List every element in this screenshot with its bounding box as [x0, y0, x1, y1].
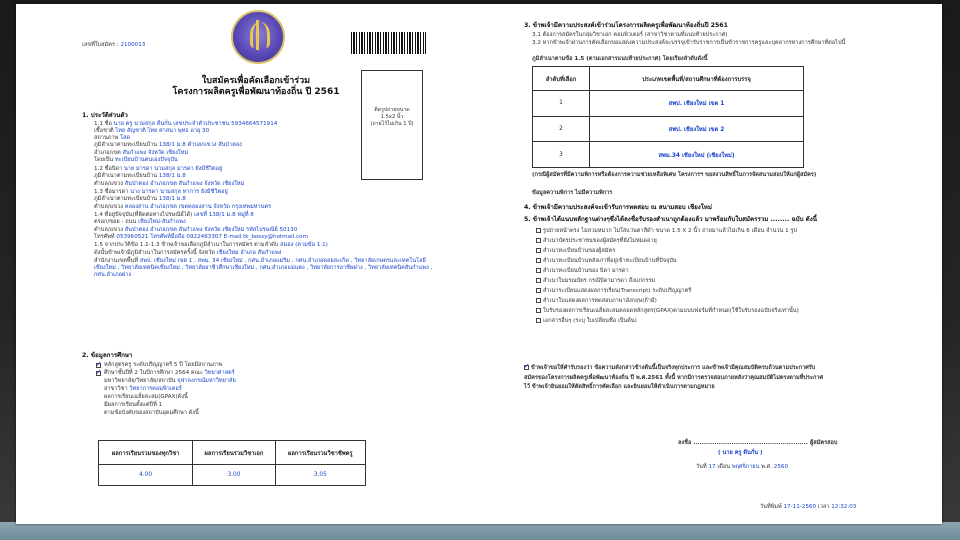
print-timestamp: วันที่พิมพ์ 17-11-2560 เวลา 12:32:03: [760, 504, 857, 510]
gpa-value-major: 3.00: [193, 465, 275, 486]
section1-line-label: โดยเป็น: [94, 157, 114, 163]
section1-line-value: 138/1 ม.8 ตำบล/แขวง สันป่าตอง: [158, 142, 242, 148]
placement-row-no: 1: [533, 91, 590, 117]
placement-row-place: สพป. เชียงใหม่ เขต 1: [590, 91, 804, 117]
sign-date: วันที่ 17 เดือน พฤศจิกายน พ.ศ. 2560: [696, 464, 789, 470]
section2-line-label: มหาวิทยาลัย/วิทยาลัย/สถาบัน: [104, 378, 176, 384]
section1-heading: 1. ประวัติส่วนตัว: [82, 112, 128, 119]
section5-heading: 5. ข้าพเจ้าได้แนบหลักฐานต่างๆซึ่งได้ลงชื่อรับรองสำเนาถูกต้องแล้ว มาพร้อมกับใบสมัครรวม ........ ฉบับ ดังนี้: [524, 216, 817, 223]
document-checklist-item: [536, 258, 866, 265]
gpa-value-teaching: 3.05: [275, 465, 365, 486]
section1-line-label: เชื้อชาติ: [94, 128, 114, 134]
document-checkbox[interactable]: [536, 228, 541, 233]
viewer-bottom-strip: [0, 522, 960, 540]
document-checkbox[interactable]: [536, 248, 541, 253]
section2-line-label: หลักสูตรครู ระดับปริญญาตรี 5 ปี โดยมีสถานภาพ: [104, 362, 223, 368]
section2-line-label: ตามข้อบังคับของสถาบันอุดมศึกษา ดังนี้: [104, 410, 199, 416]
gpa-header-all: ผลการเรียนรวมของทุกวิชา: [99, 441, 193, 465]
application-number: เลขที่ใบสมัคร : 2100013: [82, 42, 146, 48]
section1-line: [94, 173, 186, 180]
section1-line: [94, 196, 186, 203]
section1-line-label: 1.1 ชื่อ: [94, 121, 112, 127]
section1-line-label: ภูมิลำเนาตามทะเบียนบ้าน: [94, 142, 158, 148]
section2-line: [104, 394, 188, 401]
section1-line-value: สันป่าตอง อำเภอ/เขต สันกำแพง จังหวัด เชียงใหม่: [124, 181, 245, 187]
section1-line: [94, 219, 186, 226]
document-checkbox[interactable]: [536, 238, 541, 243]
section1-line-value: 138/1 ม.8: [158, 173, 186, 179]
declaration-text: ✓ข้าพเจ้าขอให้คำรับรองว่า ข้อความดังกล่าวข้างต้นนี้เป็นจริงทุกประการ และข้าพเจ้ามีคุณสมบัติครบถ้วนตามประกาศรับสมัครของโครงการผลิตครูเพื่อพัฒนาท้องถิ่น ปี พ.ศ.2561 ทั้งนี้ หากมีการตรวจสอบภายหลังว่าคุณสมบัติไม่ตรงตามที่ประกาศไว้ ข้าพเจ้ายินยอมให้ตัดสิทธิ์การคัดเลือก และยินยอมให้ดำเนินการตามกฎหมาย: [524, 364, 824, 393]
section1-line-label: อำเภอ/เขต: [94, 150, 121, 156]
document-checklist-item: [536, 248, 866, 255]
photo-text-3: (ถ่ายไว้ไม่เกิน 1 ปี): [370, 121, 414, 127]
section2-line-value: วิทยาศาสตร์: [204, 370, 235, 376]
section1-line-value: สมอง (ตามข้อ 1.1): [280, 242, 328, 248]
document-checklist-item: [536, 238, 866, 245]
section1-line-label: ภูมิลำเนาตามทะเบียนบ้าน: [94, 173, 158, 179]
section1-line-label: ตำบล/แขวง: [94, 227, 123, 233]
photo-text-2: 1.5x2 นิ้ว: [380, 114, 404, 120]
document-checklist-label: สำเนาทะเบียนบ้านของผู้สมัคร: [543, 248, 616, 254]
signature-line: ลงชื่อ ...................................................... ผู้สมัครสอบ: [678, 440, 838, 446]
section4-heading: 4. ข้าพเจ้ามีความประสงค์จะเข้ารับการทดสอบ ณ สนามสอบ เชียงใหม่: [524, 204, 712, 211]
form-title-line2: โครงการผลิตครูเพื่อพัฒนาท้องถิ่น ปี 2561: [172, 87, 340, 97]
document-checklist-item: [536, 308, 866, 315]
section1-line: [94, 250, 281, 257]
section2-line-label: สาขาวิชา: [104, 386, 128, 392]
section1-line-value: คลองสาน อำเภอ/เขต เขตคลองสาน จังหวัด กรุงเทพมหานคร: [124, 204, 272, 210]
section1-line-label: 1.5 จากประวัติข้อ 1.1-1.3 ข้าพเจ้าขอเลือกภูมิลำเนาในการสมัคร ตามลำดับ: [94, 242, 279, 248]
section1-line: [94, 135, 130, 142]
section1-line-value: เลขที่ 138/1 ม.8 หมู่ที่ 8: [194, 212, 254, 218]
document-checklist-label: สำเนาทะเบียนบ้านของ บิดา มารดา: [543, 268, 629, 274]
section1-line-label: ตำบล/แขวง: [94, 204, 123, 210]
document-checklist-label: รูปถ่ายหน้าตรง ไม่สวมหมวก ไม่ใส่แว่นตาสีดำ ขนาด 1.5 X 2 นิ้ว ถ่ายมาแล้วไม่เกิน 6 เดือน จำนวน 1 รูป: [543, 228, 798, 234]
document-checklist-item: [536, 278, 866, 285]
section1-line-value: นาง มารดา นามสกุล ทาการ ยังมีชีวิตอยู่: [130, 189, 228, 195]
section2-line-label: ศึกษาชั้นปีที่ 2 ในปีการศึกษา 2564 คณะ: [104, 370, 203, 376]
section2-line: [104, 402, 162, 409]
document-checklist-label: สำเนาทะเบียนบ้านหลังเก่าที่อยู่เข้าทะเบียนบ้านที่ปัจจุบัน: [543, 258, 677, 264]
section1-line-label: ตรอก/ซอย - ถนน: [94, 219, 137, 225]
section2-line-label: ผลการเรียนเฉลี่ยสะสม(GPAX)ดังนี้: [104, 394, 188, 400]
signer-name: ( นาย ครู ดีนกั่น ): [718, 450, 763, 456]
document-checklist-label: สำเนาใบแสดงผลการทดสอบภาษาอังกฤษ(ถ้ามี): [543, 298, 657, 304]
document-checkbox[interactable]: [536, 298, 541, 303]
document-checkbox[interactable]: [536, 268, 541, 273]
photo-text-1: ติดรูปถ่ายขนาด: [374, 107, 410, 113]
section2-line-label: มีผลการเรียนตั้งแต่ปีที่ 1: [104, 402, 163, 408]
section1-line-label: โทรศัพท์: [94, 234, 115, 240]
section3-sub2: 3.2 หากข้าพเจ้าผ่านการคัดเลือกขอแสดงความประสงค์จะบรรจุเข้ารับราชการเป็นข้าราชการครูและบุคลากรทางการศึกษาที่ต่อไปนี้: [532, 40, 846, 46]
section1-line: [94, 142, 242, 149]
document-checklist-label: สำเนาบัตรประชาชนของผู้สมัครที่ยังไม่หมดอายุ: [543, 238, 657, 244]
section1-line-label: 1.3 ชื่อมารดา: [94, 189, 129, 195]
section1-line-value: ทะเบียนบ้านตนเองปัจจุบัน: [114, 157, 178, 163]
section1-line: [94, 181, 244, 188]
section1-line-value: สันป่าตอง อำเภอ/เขต สันกำแพง จังหวัด เชียงใหม่ รหัสไปรษณีย์ 50130: [124, 227, 298, 233]
section1-line-value: นาย มารดา นามสกุล มารดา ยังมีชีวิตอยู่: [123, 166, 223, 172]
section1-line: [94, 121, 277, 128]
section2-line-value: วิทยาการคอมพิวเตอร์: [129, 386, 182, 392]
gpa-header-teaching: ผลการเรียนรวมวิชาชีพครู: [275, 441, 365, 465]
section1-line-label: สำนักงานเขตพื้นที่: [94, 258, 139, 264]
section2-line: [104, 386, 182, 393]
placement-row-no: 3: [533, 142, 590, 168]
placement-header-order: ลำดับที่เลือก: [533, 67, 590, 91]
section2-heading: 2. ข้อมูลการศึกษา: [82, 352, 133, 359]
section1-line: [94, 157, 178, 164]
section1-line-value: 053960521 โทรศัพท์มือถือ 0922463307 E-mail tk_bossy@hotmail.com: [116, 234, 308, 240]
section1-line: [94, 242, 328, 249]
section1-line: [94, 227, 297, 234]
section1-line-value: เชียงใหม่-สันกำแพง: [138, 219, 186, 225]
section1-line: [94, 258, 434, 279]
section1-line-label: 1.4 ที่อยู่ปัจจุบัน(ที่ติดต่อทางไปรษณีย์ได้): [94, 212, 193, 218]
application-form-page: [16, 4, 942, 524]
section1-line-value: สพป. เชียงใหม่ เขต 1 , สพม. 34 เชียงใหม่ , กศน.อำเภอแม่ริม , กศน.อำเภอดอยสะเก็ด , วิทยาลัยเกษตรและเทคโนโลยีเชียงใหม่ , วิทยาลัยเทคนิคเชียงใหม่ , วิทยาลัยอาชีวศึกษาเชียงใหม่ , กศน.อำเภอแม่แตง , วิทยาลัยการอาชีพฝาง , วิทยาลัยเทคนิคสันกำแพง , กศน.อำเภอฝาง: [94, 258, 433, 278]
section1-line-label: สถานภาพ: [94, 135, 119, 141]
document-checkbox[interactable]: [536, 308, 541, 313]
document-checklist-label: สำเนาใบมรณบัตร กรณีบิดามารดา ถึงแก่กรรม: [543, 278, 656, 284]
photo-placeholder: [361, 70, 423, 180]
placement-row-place: สพม.34 เชียงใหม่ (เชียงใหม่): [590, 142, 804, 168]
section1-line-value: โสด: [120, 135, 131, 141]
document-checklist-item: [536, 288, 866, 295]
section1-line-label: ดังนั้นข้าพเจ้ามีภูมิลำเนาในการสมัครครั้งนี้ จังหวัด: [94, 250, 215, 256]
section1-line: [94, 128, 209, 135]
section1-line-label: ตำบล/แขวง: [94, 181, 123, 187]
document-checkbox[interactable]: [536, 288, 541, 293]
section1-line-label: ภูมิลำเนาตามทะเบียนบ้าน: [94, 196, 158, 202]
section2-line-value: จุฬาลงกรณ์มหาวิทยาลัย: [177, 378, 236, 384]
section1-line-value: 138/1 ม.8: [158, 196, 186, 202]
declaration-checkbox[interactable]: [524, 365, 529, 370]
form-title-line1: ใบสมัครเพื่อคัดเลือกเข้าร่วม: [201, 76, 311, 86]
placement-row-no: 2: [533, 116, 590, 142]
document-checkbox[interactable]: [536, 278, 541, 283]
document-checklist-item: [536, 228, 866, 235]
section1-line: [94, 212, 254, 219]
section3-note: (กรณีผู้สมัครที่มีความพิการหรือต้องการความช่วยเหลือพิเศษ โครงการฯ ขอสงวนสิทธิ์ในการจัดสนามสอบให้แก่ผู้สมัคร): [532, 172, 817, 178]
section1-line-value: เชียงใหม่ อำเภอ สันกำแพง: [216, 250, 282, 256]
placement-header-place: ประเภทเขตพื้นที่/สถานศึกษาที่ต้องการบรรจุ: [590, 67, 804, 91]
gpa-value-all: 4.00: [99, 465, 193, 486]
section1-line: [94, 204, 271, 211]
placement-table: [532, 66, 804, 168]
placement-row-place: สพป. เชียงใหม่ เขต 2: [590, 116, 804, 142]
section1-line: [94, 189, 228, 196]
section1-line: [94, 166, 222, 173]
section3-sub1: 3.1 ต้องการสมัครในกลุ่มวิชาเอก คอมพิวเตอร์ (สาขาวิชาตามที่แนบท้ายประกาศ): [532, 32, 728, 38]
section1-line-label: 1.2 ชื่อบิดา: [94, 166, 123, 172]
gpa-table: [98, 440, 366, 486]
barcode: [351, 32, 426, 54]
document-checklist-item: [536, 318, 866, 325]
document-checklist-label: เอกสารอื่นๆ (ระบุ ใบเปลี่ยนชื่อ เป็นต้น): [543, 318, 637, 324]
section1-line: [94, 150, 188, 157]
section2-line: [104, 370, 235, 377]
section1-line-value: นาย ครู นามสกุล ดีนกั่น เลขประจำตัวประชาชน 5934664571914: [113, 121, 278, 127]
section1-line-value: สันกำแพง จังหวัด เชียงใหม่: [122, 150, 189, 156]
section2-line: [104, 410, 199, 417]
document-checklist-label: สำเนาระเบียนแสดงผลการเรียน(Transcript) ระดับปริญญาตรี: [543, 288, 692, 294]
section3-group-note: ภูมิลำเนาตามข้อ 1.5 (ตามเอกสารแนบท้ายประกาศ) โดยเรียงลำดับดังนี้: [532, 56, 708, 62]
document-checklist-label: ใบรับรองผลการเรียนเฉลี่ยสะสมตลอดหลักสูตร(GPAX)ตามแบบฟอร์มที่กำหนด(ใช้ใบรับรองฉบับจริงเท่านั้น): [543, 308, 799, 314]
document-checklist-item: [536, 298, 866, 305]
section3-heading: 3. ข้าพเจ้ามีความประสงค์เข้าร่วมโครงการผลิตครูเพื่อพัฒนาท้องถิ่นปี 2561: [524, 22, 728, 29]
document-checkbox[interactable]: [536, 318, 541, 323]
section2-line: [104, 378, 236, 385]
gpa-header-major: ผลการเรียนรวมวิชาเอก: [193, 441, 275, 465]
section1-line: [94, 234, 308, 241]
section2-year-checkbox[interactable]: [96, 371, 101, 376]
institution-logo: [231, 10, 285, 64]
document-checklist-item: [536, 268, 866, 275]
section1-line-value: ไทย สัญชาติ ไทย ศาสนา พุทธ อายุ 30: [115, 128, 210, 134]
section3-disability: ข้อมูลความพิการ ไม่มีความพิการ: [532, 190, 613, 196]
section2-line: [104, 362, 222, 369]
document-checkbox[interactable]: [536, 258, 541, 263]
